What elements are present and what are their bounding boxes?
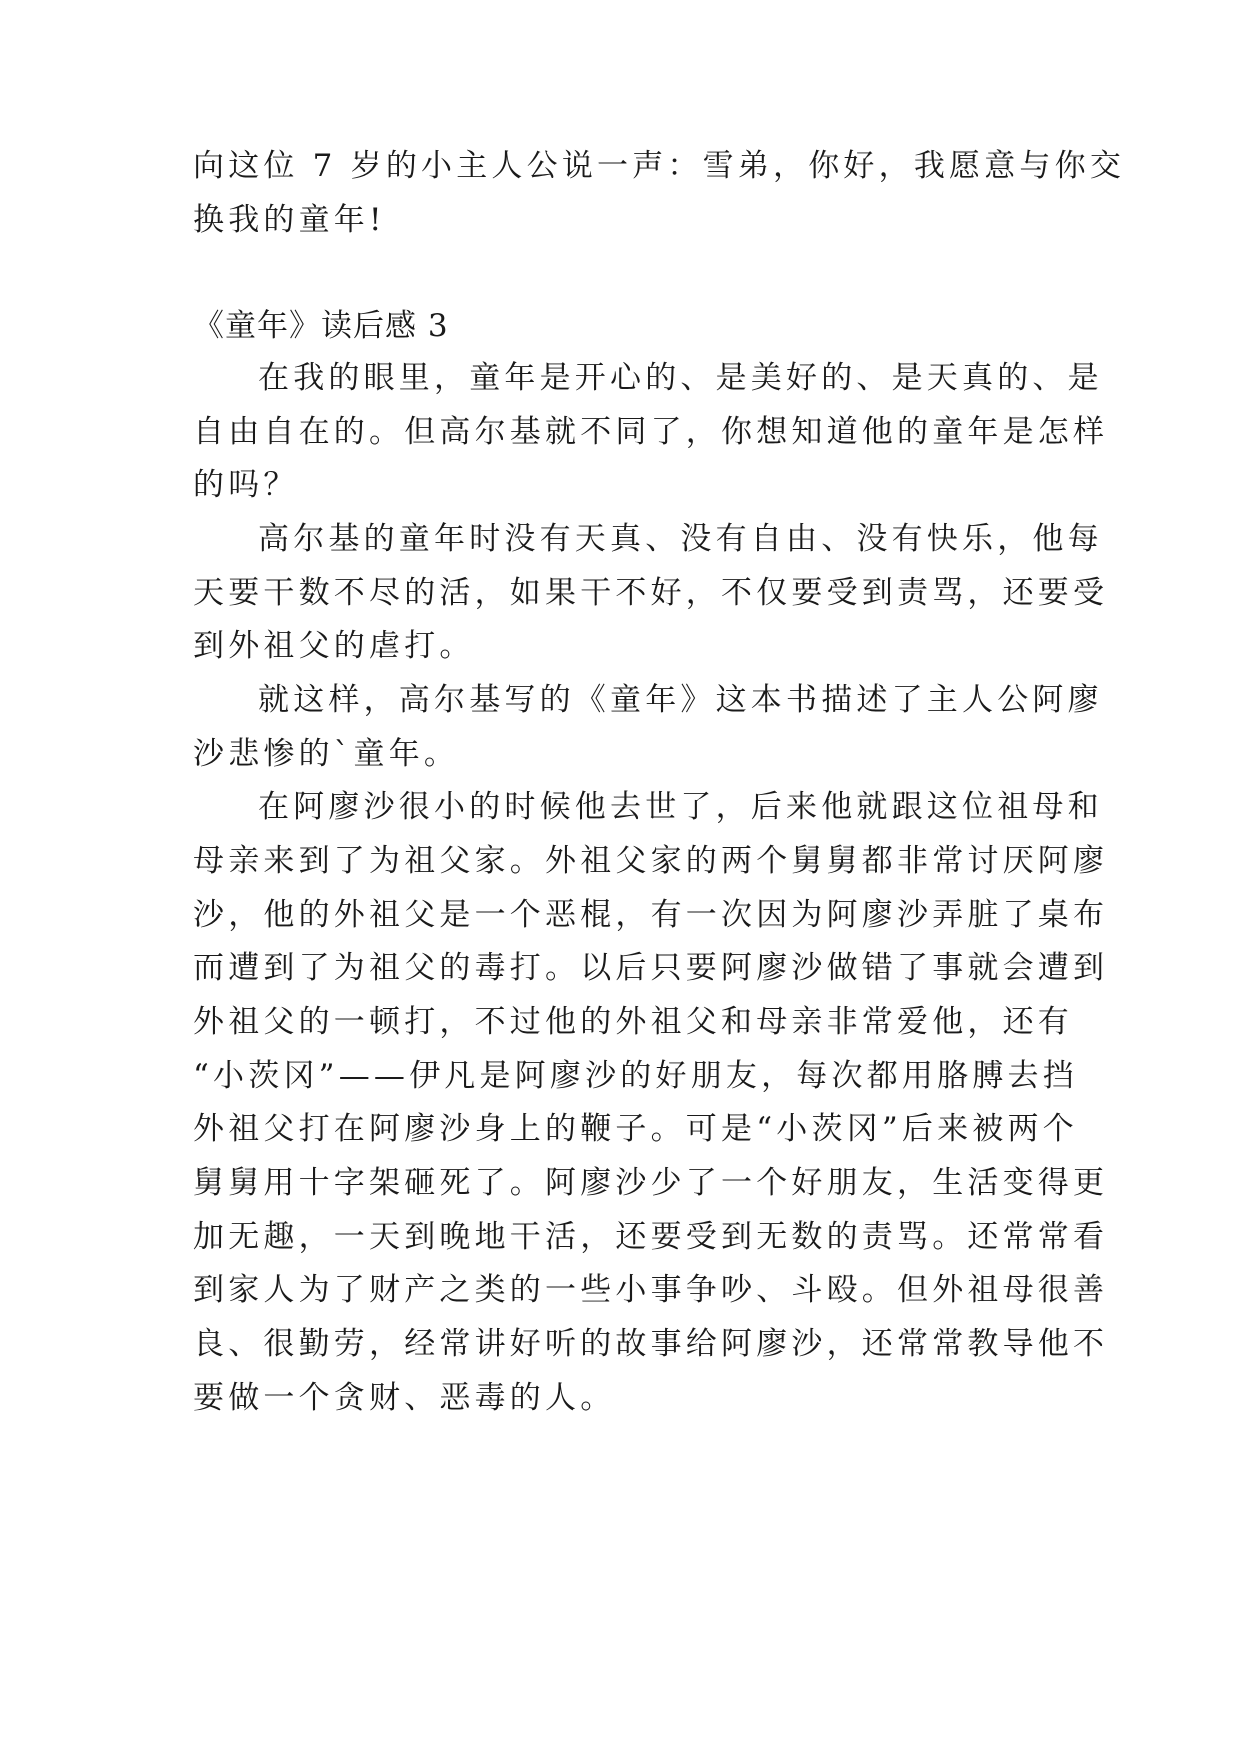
paragraph-line: 天要干数不尽的活，如果干不好，不仅要受到责骂，还要受 xyxy=(193,575,1109,611)
paragraph-line: 舅舅用十字架砸死了。阿廖沙少了一个好朋友，生活变得更 xyxy=(193,1165,1109,1201)
paragraph-line: 到外祖父的虐打。 xyxy=(193,628,475,664)
text-line: 向这位 7 岁的小主人公说一声：雪弟，你好，我愿意与你交 xyxy=(193,148,1126,184)
paragraph-line: 外祖父打在阿廖沙身上的鞭子。可是“小茨冈”后来被两个 xyxy=(193,1111,1078,1147)
paragraph-line: 加无趣，一天到晚地干活，还要受到无数的责骂。还常常看 xyxy=(193,1219,1109,1255)
section-heading: 《童年》读后感 3 xyxy=(193,308,449,344)
paragraph-line: 沙悲惨的`童年。 xyxy=(193,736,460,772)
paragraph-line: 母亲来到了为祖父家。外祖父家的两个舅舅都非常讨厌阿廖 xyxy=(193,843,1109,879)
paragraph-line: 在阿廖沙很小的时候他去世了，后来他就跟这位祖母和 xyxy=(258,789,1103,825)
paragraph-line: 外祖父的一顿打，不过他的外祖父和母亲非常爱他，还有 xyxy=(193,1004,1073,1040)
paragraph-line: 高尔基的童年时没有天真、没有自由、没有快乐，他每 xyxy=(258,521,1103,557)
paragraph-line: 自由自在的。但高尔基就不同了，你想知道他的童年是怎样 xyxy=(193,414,1109,450)
text-line: 换我的童年! xyxy=(193,202,386,238)
paragraph-line: 在我的眼里，童年是开心的、是美好的、是天真的、是 xyxy=(258,360,1103,396)
paragraph-line: 良、很勤劳，经常讲好听的故事给阿廖沙，还常常教导他不 xyxy=(193,1326,1109,1362)
paragraph-line: “小茨冈”——伊凡是阿廖沙的好朋友，每次都用胳膊去挡 xyxy=(193,1058,1078,1094)
paragraph-line: 到家人为了财产之类的一些小事争吵、斗殴。但外祖母很善 xyxy=(193,1272,1109,1308)
paragraph-line: 要做一个贪财、恶毒的人。 xyxy=(193,1380,616,1416)
paragraph-line: 的吗？ xyxy=(193,467,299,503)
paragraph-line: 沙，他的外祖父是一个恶棍，有一次因为阿廖沙弄脏了桌布 xyxy=(193,897,1109,933)
paragraph-line: 就这样，高尔基写的《童年》这本书描述了主人公阿廖 xyxy=(258,682,1103,718)
paragraph-line: 而遭到了为祖父的毒打。以后只要阿廖沙做错了事就会遭到 xyxy=(193,950,1109,986)
